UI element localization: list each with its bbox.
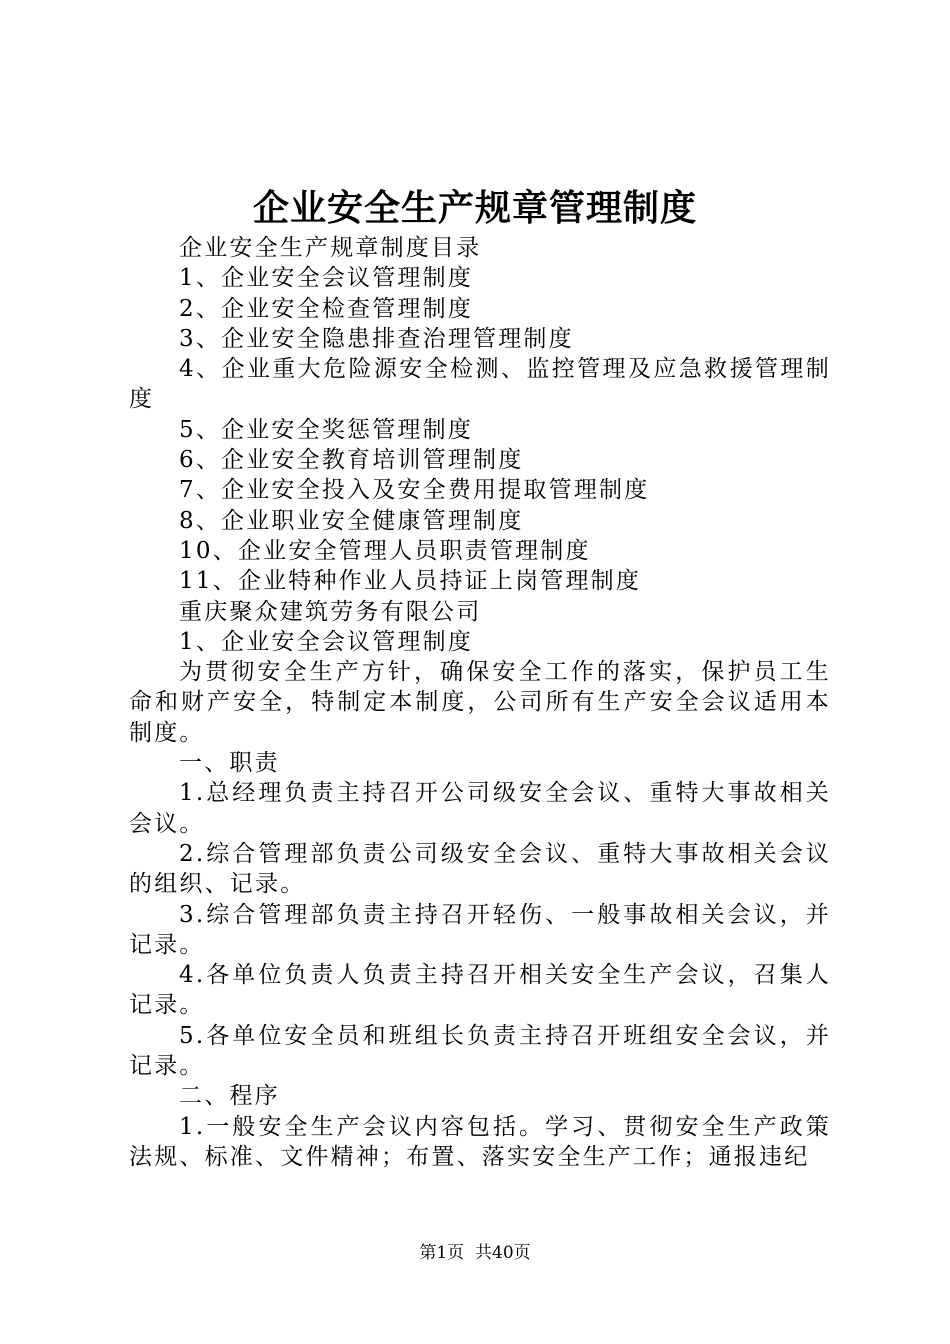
paragraph: 3、企业安全隐患排查治理管理制度 — [179, 325, 574, 352]
paragraph: 3.综合管理部负责主持召开轻伤、一般事故相关会议，并记录。 — [129, 901, 831, 958]
paragraph: 6、企业安全教育培训管理制度 — [179, 447, 524, 474]
paragraph: 二、程序 — [179, 1083, 280, 1110]
paragraph: 1、企业安全会议管理制度 — [179, 265, 474, 292]
page-footer — [0, 1241, 950, 1265]
paragraph: 7、企业安全投入及安全费用提取管理制度 — [179, 477, 650, 504]
paragraph: 为贯彻安全生产方针，确保安全工作的落实，保护员工生命和财产安全，特制定本制度，公司所有生产安全会议适用本制度。 — [129, 659, 831, 746]
paragraph: 5.各单位安全员和班组长负责主持召开班组安全会议，并记录。 — [129, 1022, 831, 1080]
paragraph: 4.各单位负责人负责主持召开相关安全生产会议，召集人记录。 — [129, 962, 831, 1019]
paragraph: 5、企业安全奖惩管理制度 — [179, 416, 474, 443]
paragraph: 企业安全生产规章制度目录 — [179, 235, 482, 261]
paragraph: 11、企业特种作业人员持证上岗管理制度 — [179, 568, 642, 595]
document-title: 企业安全生产规章管理制度 — [252, 188, 697, 229]
paragraph: 1、企业安全会议管理制度 — [179, 628, 474, 655]
paragraph: 2、企业安全检查管理制度 — [179, 295, 474, 322]
paragraph: 4、企业重大危险源安全检测、监控管理及应急救援管理制度 — [129, 356, 831, 413]
document-body — [129, 233, 831, 1172]
page-total: 共40页 — [475, 1243, 531, 1263]
paragraph: 2.综合管理部负责公司级安全会议、重特大事故相关会议的组织、记录。 — [129, 840, 831, 898]
paragraph: 10、企业安全管理人员职责管理制度 — [179, 537, 591, 564]
page-number: 第1页 — [419, 1243, 465, 1263]
paragraph: 1.总经理负责主持召开公司级安全会议、重特大事故相关会议。 — [129, 780, 831, 837]
paragraph: 8、企业职业安全健康管理制度 — [179, 507, 524, 534]
paragraph: 1.一般安全生产会议内容包括。学习、贯彻安全生产政策法规、标准、文件精神；布置、落实安全生产工作；通报违纪 — [129, 1113, 831, 1170]
paragraph: 一、职责 — [179, 750, 280, 777]
paragraph: 重庆聚众建筑劳务有限公司 — [179, 598, 482, 625]
